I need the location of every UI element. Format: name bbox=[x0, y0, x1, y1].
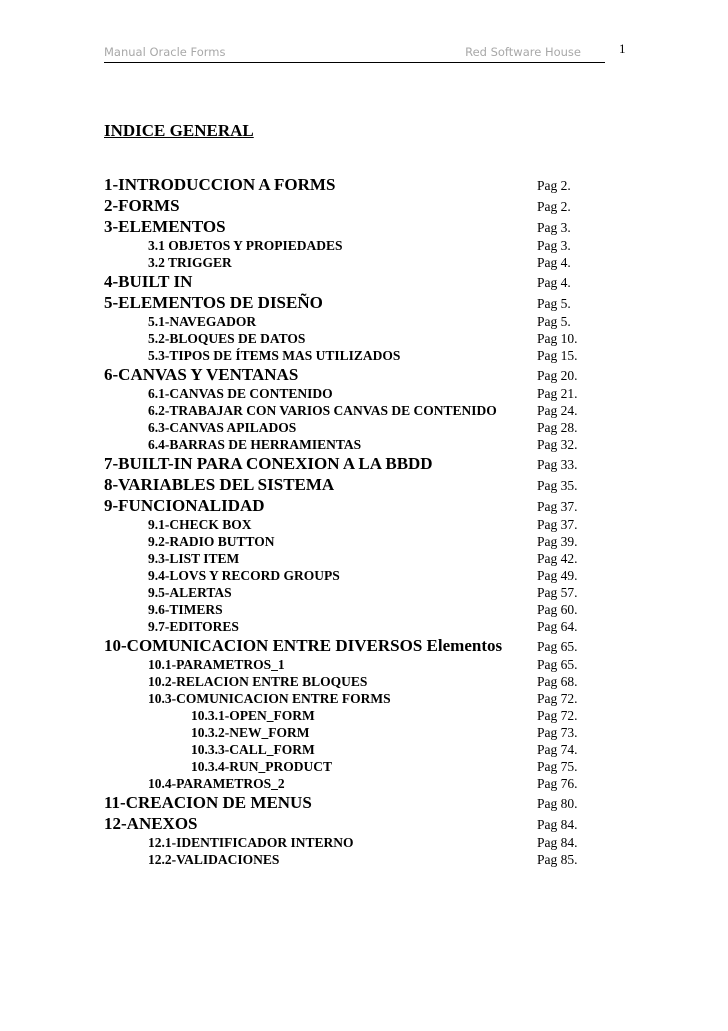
toc-entry bbox=[0, 453, 728, 474]
toc-entry-page: Pag 3. bbox=[537, 238, 571, 253]
toc-entry bbox=[0, 758, 728, 775]
toc-entry bbox=[0, 364, 728, 385]
toc-entry bbox=[0, 271, 728, 292]
toc-entry bbox=[0, 419, 728, 436]
toc-entry-label: 12.1-IDENTIFICADOR INTERNO bbox=[148, 835, 354, 850]
toc-entry bbox=[0, 533, 728, 550]
toc-entry-page: Pag 72. bbox=[537, 691, 578, 706]
toc-entry-page: Pag 80. bbox=[537, 796, 578, 811]
toc-entry-page: Pag 21. bbox=[537, 386, 578, 401]
toc-entry-page: Pag 49. bbox=[537, 568, 578, 583]
toc-entry-label: 9.1-CHECK BOX bbox=[148, 517, 252, 532]
toc-entry-label: 5.1-NAVEGADOR bbox=[148, 314, 257, 329]
toc-entry bbox=[0, 741, 728, 758]
toc-entry-label: 11-CREACION DE MENUS bbox=[104, 793, 312, 812]
toc-entry-page: Pag 24. bbox=[537, 403, 578, 418]
toc-entry-label: 10.4-PARAMETROS_2 bbox=[148, 776, 285, 791]
toc-entry-page: Pag 2. bbox=[537, 199, 571, 214]
toc-entry-label: 9-FUNCIONALIDAD bbox=[104, 496, 265, 515]
toc-entry-page: Pag 84. bbox=[537, 835, 578, 850]
table-of-contents bbox=[0, 174, 728, 868]
toc-entry-label: 6.4-BARRAS DE HERRAMIENTAS bbox=[148, 437, 362, 452]
toc-entry-page: Pag 42. bbox=[537, 551, 578, 566]
toc-entry-page: Pag 28. bbox=[537, 420, 578, 435]
toc-entry bbox=[0, 813, 728, 834]
toc-entry bbox=[0, 775, 728, 792]
page-title: INDICE GENERAL bbox=[104, 121, 254, 140]
toc-entry-label: 6-CANVAS Y VENTANAS bbox=[104, 365, 299, 384]
toc-entry-label: 6.1-CANVAS DE CONTENIDO bbox=[148, 386, 333, 401]
toc-entry bbox=[0, 195, 728, 216]
toc-entry bbox=[0, 851, 728, 868]
toc-entry-label: 5.2-BLOQUES DE DATOS bbox=[148, 331, 306, 346]
toc-entry-page: Pag 33. bbox=[537, 457, 578, 472]
toc-entry-page: Pag 35. bbox=[537, 478, 578, 493]
toc-entry-label: 6.2-TRABAJAR CON VARIOS CANVAS DE CONTENIDO bbox=[148, 403, 497, 418]
toc-entry-page: Pag 68. bbox=[537, 674, 578, 689]
toc-entry-label: 5.3-TIPOS DE ÍTEMS MAS UTILIZADOS bbox=[148, 348, 401, 363]
toc-entry bbox=[0, 567, 728, 584]
toc-entry-page: Pag 64. bbox=[537, 619, 578, 634]
toc-entry bbox=[0, 495, 728, 516]
toc-entry-label: 9.5-ALERTAS bbox=[148, 585, 232, 600]
toc-entry bbox=[0, 174, 728, 195]
toc-entry bbox=[0, 584, 728, 601]
toc-entry-label: 10.1-PARAMETROS_1 bbox=[148, 657, 285, 672]
toc-entry-label: 4-BUILT IN bbox=[104, 272, 193, 291]
toc-entry bbox=[0, 724, 728, 741]
toc-entry bbox=[0, 313, 728, 330]
toc-entry bbox=[0, 834, 728, 851]
toc-entry-label: 10.3.4-RUN_PRODUCT bbox=[191, 759, 332, 774]
toc-entry-page: Pag 65. bbox=[537, 657, 578, 672]
toc-entry-label: 1-INTRODUCCION A FORMS bbox=[104, 175, 336, 194]
toc-entry-page: Pag 5. bbox=[537, 296, 571, 311]
toc-entry-label: 9.2-RADIO BUTTON bbox=[148, 534, 275, 549]
toc-entry-page: Pag 72. bbox=[537, 708, 578, 723]
toc-entry-page: Pag 75. bbox=[537, 759, 578, 774]
page-header bbox=[104, 42, 605, 63]
toc-entry-label: 12-ANEXOS bbox=[104, 814, 198, 833]
toc-entry bbox=[0, 635, 728, 656]
toc-entry bbox=[0, 292, 728, 313]
toc-entry-label: 9.7-EDITORES bbox=[148, 619, 239, 634]
toc-entry-page: Pag 57. bbox=[537, 585, 578, 600]
toc-entry-label: 7-BUILT-IN PARA CONEXION A LA BBDD bbox=[104, 454, 433, 473]
toc-entry-page: Pag 37. bbox=[537, 517, 578, 532]
toc-entry-label: 10.3.1-OPEN_FORM bbox=[191, 708, 315, 723]
toc-entry bbox=[0, 673, 728, 690]
toc-entry bbox=[0, 516, 728, 533]
toc-entry-page: Pag 32. bbox=[537, 437, 578, 452]
toc-entry bbox=[0, 237, 728, 254]
toc-entry-label: 9.6-TIMERS bbox=[148, 602, 223, 617]
toc-entry-label: 10.3.2-NEW_FORM bbox=[191, 725, 310, 740]
toc-entry-label: 8-VARIABLES DEL SISTEMA bbox=[104, 475, 335, 494]
toc-entry-page: Pag 37. bbox=[537, 499, 578, 514]
toc-entry bbox=[0, 550, 728, 567]
toc-entry-page: Pag 39. bbox=[537, 534, 578, 549]
toc-entry bbox=[0, 690, 728, 707]
toc-entry bbox=[0, 436, 728, 453]
toc-entry-page: Pag 74. bbox=[537, 742, 578, 757]
toc-entry-label: 6.3-CANVAS APILADOS bbox=[148, 420, 297, 435]
toc-entry-page: Pag 4. bbox=[537, 255, 571, 270]
toc-entry-page: Pag 73. bbox=[537, 725, 578, 740]
toc-entry-page: Pag 10. bbox=[537, 331, 578, 346]
toc-entry bbox=[0, 618, 728, 635]
toc-entry-page: Pag 76. bbox=[537, 776, 578, 791]
header-document-title: Manual Oracle Forms bbox=[104, 45, 226, 59]
toc-entry bbox=[0, 656, 728, 673]
toc-entry bbox=[0, 601, 728, 618]
toc-entry bbox=[0, 402, 728, 419]
toc-entry-label: 10.3.3-CALL_FORM bbox=[191, 742, 315, 757]
toc-entry-label: 10-COMUNICACION ENTRE DIVERSOS Elementos bbox=[104, 636, 503, 655]
toc-entry bbox=[0, 254, 728, 271]
toc-entry-label: 10.3-COMUNICACION ENTRE FORMS bbox=[148, 691, 391, 706]
toc-entry-label: 2-FORMS bbox=[104, 196, 180, 215]
toc-entry bbox=[0, 474, 728, 495]
toc-entry-label: 9.4-LOVS Y RECORD GROUPS bbox=[148, 568, 340, 583]
toc-entry bbox=[0, 330, 728, 347]
toc-entry-page: Pag 85. bbox=[537, 852, 578, 867]
toc-entry-label: 10.2-RELACION ENTRE BLOQUES bbox=[148, 674, 368, 689]
toc-entry bbox=[0, 347, 728, 364]
toc-entry-page: Pag 65. bbox=[537, 639, 578, 654]
toc-entry bbox=[0, 792, 728, 813]
toc-entry-label: 3.1 OBJETOS Y PROPIEDADES bbox=[148, 238, 343, 253]
toc-entry bbox=[0, 216, 728, 237]
toc-entry-label: 9.3-LIST ITEM bbox=[148, 551, 240, 566]
toc-entry-label: 3-ELEMENTOS bbox=[104, 217, 226, 236]
toc-entry-page: Pag 5. bbox=[537, 314, 571, 329]
header-company-name: Red Software House bbox=[465, 45, 581, 59]
toc-entry-page: Pag 20. bbox=[537, 368, 578, 383]
toc-entry-page: Pag 84. bbox=[537, 817, 578, 832]
toc-entry-page: Pag 2. bbox=[537, 178, 571, 193]
toc-entry-page: Pag 60. bbox=[537, 602, 578, 617]
toc-entry bbox=[0, 707, 728, 724]
toc-entry-page: Pag 3. bbox=[537, 220, 571, 235]
toc-entry-label: 12.2-VALIDACIONES bbox=[148, 852, 280, 867]
toc-entry-label: 5-ELEMENTOS DE DISEÑO bbox=[104, 293, 323, 312]
toc-entry-page: Pag 15. bbox=[537, 348, 578, 363]
toc-entry bbox=[0, 385, 728, 402]
page-number: 1 bbox=[619, 41, 626, 56]
toc-entry-label: 3.2 TRIGGER bbox=[148, 255, 232, 270]
toc-entry-page: Pag 4. bbox=[537, 275, 571, 290]
